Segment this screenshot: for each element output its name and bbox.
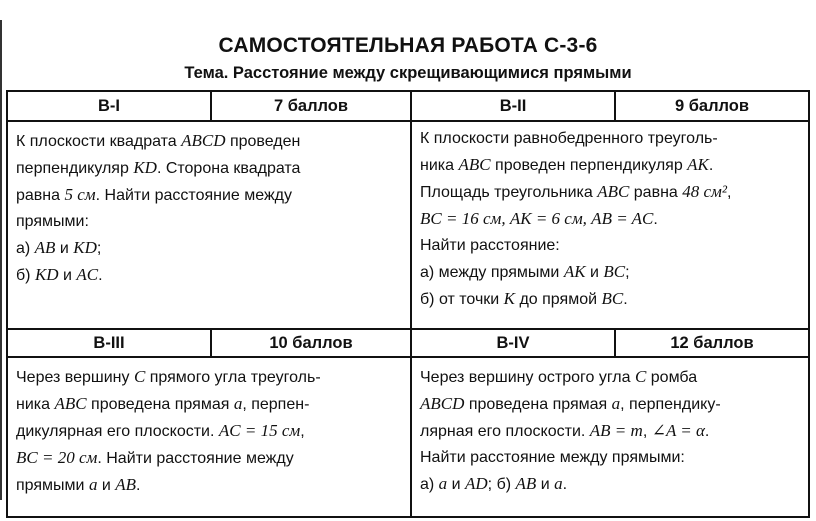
task-text: проведен перпендикуляр [490, 157, 688, 174]
math-expression: a [88, 475, 98, 494]
task-text: б) [16, 267, 35, 284]
task-line [420, 364, 802, 391]
task-text: , [642, 423, 652, 440]
task-text: Через вершину [16, 369, 134, 386]
task-line [420, 206, 802, 233]
task-text: ромба [646, 369, 698, 386]
task-text: ника [420, 157, 459, 174]
task-line [420, 233, 802, 259]
task-line [420, 179, 802, 206]
math-expression: BC [601, 289, 624, 308]
math-expression: ABC [458, 155, 491, 174]
task-text: ника [16, 396, 55, 413]
task-text: . [98, 267, 103, 284]
task-text: . [136, 477, 141, 494]
task-text: , [727, 184, 732, 201]
task-text: равна [629, 184, 683, 201]
task-text: . [704, 423, 710, 440]
task-text: а) между прямыми [420, 264, 564, 281]
task-line [420, 126, 802, 152]
math-expression: AK [563, 262, 586, 281]
task-text: , [300, 423, 305, 440]
task-text: ; [625, 264, 630, 281]
math-expression: ABCD [181, 131, 226, 150]
task-line [420, 445, 802, 471]
task-text: . [562, 476, 568, 493]
math-expression: 5 см [64, 185, 96, 204]
math-expression: AB [115, 475, 137, 494]
math-expression: BC = 20 см [16, 448, 98, 467]
task-text: а) [420, 476, 439, 493]
task-text: и [58, 267, 77, 284]
math-expression: BC [603, 262, 626, 281]
task-text: прямыми: [16, 213, 89, 230]
variant-1-name: В-I [98, 96, 120, 115]
math-expression: AC = 15 см [218, 421, 301, 440]
task-line [16, 155, 404, 182]
task-line [16, 235, 404, 262]
task-text: и [536, 476, 555, 493]
math-expression: AB [515, 474, 537, 493]
task-line [420, 286, 802, 313]
math-expression: a [233, 394, 243, 413]
task-text: . [708, 157, 714, 174]
task-text: лярная его плоскости. [420, 423, 590, 440]
task-line [16, 182, 404, 209]
task-line [16, 262, 404, 289]
page-subtitle: Тема. Расстояние между скрещивающимися прямыми [184, 64, 632, 82]
task-text: . [653, 211, 658, 228]
task-line [420, 259, 802, 286]
math-expression: KD [34, 265, 59, 284]
task-text: перпендикуляр [16, 160, 134, 177]
task-text: б) от точки [420, 291, 504, 308]
math-expression: ABC [597, 182, 630, 201]
task-text: проведена прямая [464, 396, 612, 413]
math-expression: KD [73, 238, 97, 257]
task-text: и [55, 240, 74, 257]
math-expression: AB [34, 238, 56, 257]
task-text: К плоскости равнобедренного треуголь- [420, 130, 718, 147]
task-line [420, 152, 802, 179]
task-text: прямого угла треуголь- [145, 369, 321, 386]
task-line [420, 471, 802, 498]
math-expression: BC = 16 см, AK = 6 см, AB = AC [420, 209, 654, 228]
task-line [16, 128, 404, 155]
math-expression: ABCD [420, 394, 465, 413]
task-text: , перпен- [242, 396, 310, 413]
task-line [420, 418, 802, 445]
task-text: равна [16, 187, 65, 204]
math-expression: a [611, 394, 621, 413]
task-text: ; [96, 240, 102, 257]
center-divider [410, 92, 412, 516]
math-expression: K [503, 289, 516, 308]
math-expression: a [554, 474, 563, 493]
math-expression: AB = m [589, 421, 643, 440]
task-line [16, 472, 404, 499]
math-expression: KD [133, 158, 157, 177]
task-text: Найти расстояние: [420, 237, 560, 254]
math-expression: 48 см² [682, 182, 727, 201]
header-row-divider-2 [8, 356, 808, 358]
task-text: Через вершину острого угла [420, 369, 635, 386]
task-text: . [623, 291, 628, 308]
math-expression: a [438, 474, 448, 493]
task-text: К плоскости квадрата [16, 133, 182, 150]
variant-4-points: 12 баллов [670, 333, 754, 352]
task-text: Площадь треугольника [420, 184, 598, 201]
task-text: и [97, 477, 116, 494]
variant-4-name: В-IV [496, 333, 530, 352]
task-text: и [447, 476, 465, 493]
task-line [16, 364, 404, 391]
task-line [16, 445, 404, 472]
task-text: проведена прямая [86, 396, 234, 413]
task-line [16, 391, 404, 418]
variant-2-points: 9 баллов [674, 96, 750, 115]
variant-3-name: В-III [93, 333, 125, 352]
page-title: САМОСТОЯТЕЛЬНАЯ РАБОТА С-3-6 [218, 34, 598, 57]
variant-2-task [420, 126, 802, 313]
task-line [16, 209, 404, 235]
variant-1-task [16, 128, 404, 289]
task-text: проведен [225, 133, 301, 150]
math-expression: AC [76, 265, 99, 284]
variant-3-task [16, 364, 404, 499]
math-expression: C [133, 367, 146, 386]
task-text: дикулярная его плоскости. [16, 423, 219, 440]
math-expression: AD [465, 474, 488, 493]
task-text: . Сторона квадрата [156, 160, 301, 177]
page-edge-line [0, 20, 2, 500]
task-text: а) [16, 240, 35, 257]
tasks-table [6, 90, 810, 518]
task-text: , перпендику- [620, 396, 721, 413]
task-text: прямыми [16, 477, 89, 494]
variant-2-name: В-II [499, 96, 527, 115]
task-text: и [585, 264, 604, 281]
variant-3-points: 10 баллов [269, 333, 353, 352]
math-expression: AK [687, 155, 709, 174]
task-text: ; б) [487, 476, 516, 493]
variant-4-task [420, 364, 802, 498]
math-expression: ABC [54, 394, 87, 413]
math-expression: C [634, 367, 647, 386]
task-text: . Найти расстояние между [97, 450, 294, 467]
variant-1-points: 7 баллов [273, 96, 349, 115]
task-text: . Найти расстояние между [95, 187, 293, 204]
task-line [420, 391, 802, 418]
task-text: Найти расстояние между прямыми: [420, 449, 685, 466]
task-text: до прямой [515, 291, 602, 308]
header-row-divider [8, 120, 808, 122]
math-expression: ∠A = α [651, 421, 705, 440]
task-line [16, 418, 404, 445]
